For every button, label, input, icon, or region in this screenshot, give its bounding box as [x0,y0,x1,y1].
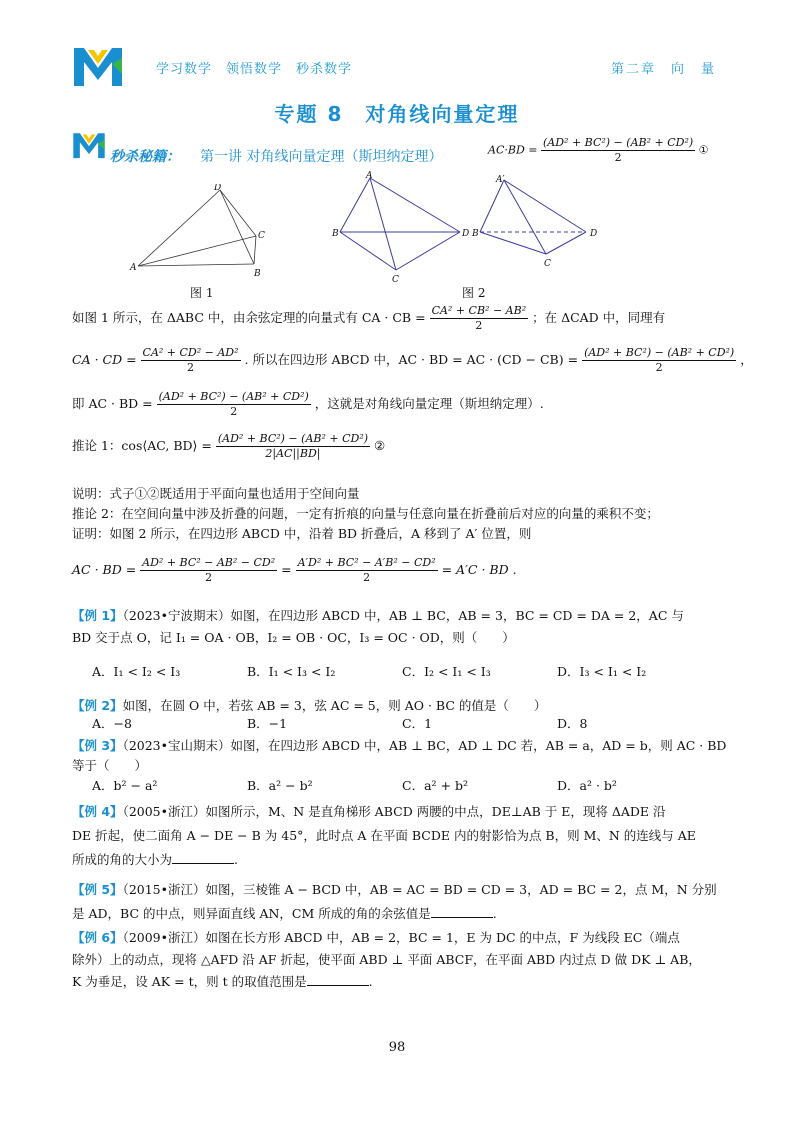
example-4: 【例 4】（2005•浙江）如图所示，M、N 是直角梯形 ABCD 两腰的中点，DE⊥AB 于 E，现将 ΔADE 沿 [72,804,666,819]
svg-text:C: C [392,275,399,282]
proof-text: 证明：如图 2 所示，在四边形 ABCD 中，沿着 BD 折叠后，A 移到了 A′ 位置，则 [72,526,532,541]
secret-section [72,128,732,176]
option-b[interactable]: B．I₁ < I₃ < I₂ [247,664,336,679]
example-3-cont: 等于（ ） [72,758,148,773]
svg-text:B: B [254,269,261,279]
header-chapter: 第二章 向 量 [610,62,716,77]
lecture-title: 第一讲 对角线向量定理（斯坦纳定理） [200,149,443,165]
page-title: 专题 8 对角线向量定理 [274,102,520,126]
figure-1-diagram [128,184,278,280]
example-5: 【例 5】（2015•浙江）如图，三棱锥 A − BCD 中，AB = AC = BD = CD = 3，AD = BC = 2，点 M，N 分别 [72,882,717,897]
page-number: 98 [388,1040,406,1055]
corollary-1: 推论 1：cos⟨AC, BD⟩ = $\frac{\text{(AD² + BC²) − (AB² + CD²)}}{2|AC||BD|}$ ② [72,432,386,460]
svg-text:D: D [214,184,222,193]
derivation-line-3: 即 AC · BD = $\frac{\text{(AD² + BC²) − (AB² + CD²)}}{2}$ ，这就是对角线向量定理（斯坦纳定理）. [72,390,544,418]
option-a[interactable]: A．b² − a² [92,778,158,793]
corollary-2: 推论 2：在空间向量中涉及折叠的问题，一定有折痕的向量与任意向量在折叠前后对应的向量的乘积不变； [72,506,659,521]
example-1-cont: BD 交于点 O，记 I₁ = OA · OB，I₂ = OB · OC，I₃ = OC · OD，则（ ） [72,630,515,645]
option-a[interactable]: A．I₁ < I₂ < I₃ [92,664,181,679]
example-6-cont: 除外）上的动点，现将 △AFD 沿 AF 折起，使平面 ABD ⊥ 平面 ABCF，在平面 ABD 内过点 D 做 DK ⊥ AB， [72,952,701,967]
option-d[interactable]: D．I₃ < I₁ < I₂ [557,664,647,679]
note-text: 说明：式子①②既适用于平面向量也适用于空间向量 [72,486,360,501]
option-c[interactable]: C．a² + b² [402,778,468,793]
answer-blank[interactable] [307,985,369,986]
header-slogan: 学习数学 领悟数学 秒杀数学 [156,62,353,77]
example-1: 【例 1】（2023•宁波期末）如图，在四边形 ABCD 中，AB ⊥ BC，AB = 3，BC = CD = DA = 2，AC 与 [72,608,684,623]
svg-text:D: D [462,229,470,239]
page-header [72,44,722,94]
svg-text:C: C [258,231,265,241]
svg-text:D: D [590,229,598,239]
svg-text:B: B [332,229,339,239]
figure-1-caption: 图 1 [190,286,214,300]
option-a[interactable]: A．−8 [92,716,132,731]
example-6: 【例 6】（2009•浙江）如图在长方形 ABCD 中，AB = 2，BC = 1，E 为 DC 的中点，F 为线段 EC（端点 [72,930,680,945]
svg-text:A: A [130,263,137,273]
example-5-cont: 是 AD，BC 的中点，则异面直线 AN，CM 所成的角的余弦值是 . [72,906,497,921]
option-b[interactable]: B．−1 [247,716,288,731]
example-2-options [92,714,732,734]
answer-blank[interactable] [172,863,234,864]
svg-text:C: C [544,259,551,269]
example-3-options [92,776,732,796]
option-b[interactable]: B．a² − b² [247,778,313,793]
example-6-cont2: K 为垂足，设 AK = t，则 t 的取值范围是 . [72,974,373,989]
proof-equation: AC · BD = $\frac{\text{AD² + BC² − AB² − CD²}}{2}$ = $\frac{\text{A′D² + BC² − A′B² − CD²}}{2}$ = A′C · BD . [72,556,517,584]
derivation-line-1: 如图 1 所示，在 ΔABC 中，由余弦定理的向量式有 CA · CB = $\frac{\text{CA² + CB² − AB²}}{2}$ ；在 ΔCAD 中，同理有 [72,304,666,332]
option-d[interactable]: D．a² · b² [557,778,617,793]
example-3: 【例 3】（2023•宝山期末）如图，在四边形 ABCD 中，AB ⊥ BC，AD ⊥ DC 若，AB = a，AD = b，则 AC · BD [72,738,727,753]
steiner-formula: AC·BD = $\frac{\text{(AD² + BC²) − (AB² + CD²)}}{2}$ ① [488,136,709,164]
svg-text:A′: A′ [496,175,505,185]
answer-blank[interactable] [431,917,493,918]
option-d[interactable]: D．8 [557,716,588,731]
example-4-cont: DE 折起，使二面角 A − DE − B 为 45°，此时点 A 在平面 BCDE 内的射影恰为点 B，则 M、N 的连线与 AE [72,828,696,843]
example-2: 【例 2】如图，在圆 O 中，若弦 AB = 3，弦 AC = 5，则 AO · BC 的值是（ ） [72,698,547,713]
example-1-options [92,662,732,682]
figure-2-caption: 图 2 [462,286,486,300]
example-4-cont2: 所成的角的大小为 . [72,852,238,867]
brand-logo-icon [72,44,124,88]
figure-2-diagram [330,170,610,282]
derivation-line-2: CA · CD = $\frac{\text{CA² + CD² − AD²}}{2}$ . 所以在四边形 ABCD 中，AC · BD = AC · (CD − CB) = $\frac{\text{(AD² + BC²) − (AB² + CD²)}}{2}$ ， [72,346,753,374]
section-logo-icon [72,130,106,160]
secret-label: 秒杀秘籍： [110,149,180,165]
option-c[interactable]: C．1 [402,716,433,731]
option-c[interactable]: C．I₂ < I₁ < I₃ [402,664,491,679]
svg-text:B: B [472,229,479,239]
svg-text:A: A [366,171,373,181]
